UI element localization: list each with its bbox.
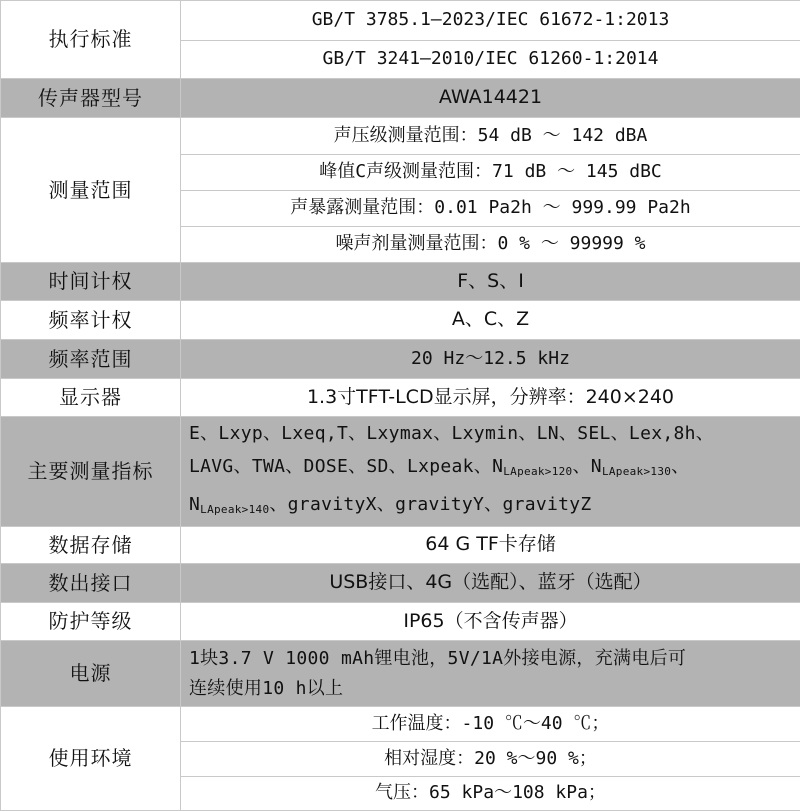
metric-sep-2: 、 bbox=[671, 456, 689, 477]
row-power bbox=[1, 641, 800, 707]
value-protection: IP65（不含传声器） bbox=[181, 603, 800, 641]
metric-n120-base: N bbox=[492, 456, 503, 477]
power-line-1: 1块3.7 V 1000 mAh锂电池，5V/1A外接电源，充满电后可 bbox=[189, 644, 800, 674]
label-protection: 防护等级 bbox=[1, 603, 181, 641]
row-storage bbox=[1, 527, 800, 564]
row-interface bbox=[1, 564, 800, 603]
value-environment-1: 工作温度：-10 ℃～40 ℃； bbox=[181, 707, 800, 742]
metric-n120-sub: LApeak>120 bbox=[503, 465, 572, 478]
metric-n140 bbox=[189, 494, 269, 515]
value-freq-weight: A、C、Z bbox=[181, 301, 800, 340]
metrics-line-3-text: 、gravityX、gravityY、gravityZ bbox=[269, 494, 591, 515]
metric-n130-sub: LApeak>130 bbox=[602, 465, 671, 478]
label-display: 显示器 bbox=[1, 379, 181, 417]
power-line-2: 连续使用10 h以上 bbox=[189, 674, 800, 704]
row-freq-weight bbox=[1, 301, 800, 340]
value-time-weight: F、S、I bbox=[181, 263, 800, 301]
value-standard-2: GB/T 3241—2010/IEC 61260-1:2014 bbox=[181, 41, 800, 79]
value-standard-1: GB/T 3785.1—2023/IEC 61672-1:2013 bbox=[181, 1, 800, 41]
label-freq-range: 频率范围 bbox=[1, 340, 181, 379]
metric-n130-base: N bbox=[591, 456, 602, 477]
row-display bbox=[1, 379, 800, 417]
row-metrics bbox=[1, 417, 800, 527]
value-freq-range: 20 Hz～12.5 kHz bbox=[181, 340, 800, 379]
row-mic-model bbox=[1, 79, 800, 118]
metrics-line-2 bbox=[189, 450, 800, 488]
value-range-1: 声压级测量范围：54 dB ～ 142 dBA bbox=[181, 118, 800, 155]
metric-n120 bbox=[492, 456, 572, 477]
label-time-weight: 时间计权 bbox=[1, 263, 181, 301]
value-range-3: 声暴露测量范围：0.01 Pa2h ～ 999.99 Pa2h bbox=[181, 191, 800, 227]
value-interface: USB接口、4G（选配）、蓝牙（选配） bbox=[181, 564, 800, 603]
value-environment-3: 气压：65 kPa～108 kPa； bbox=[181, 777, 800, 811]
label-range: 测量范围 bbox=[1, 118, 181, 263]
label-standard: 执行标准 bbox=[1, 1, 181, 79]
label-power: 电源 bbox=[1, 641, 181, 707]
label-interface: 数出接口 bbox=[1, 564, 181, 603]
value-range-2: 峰值C声级测量范围：71 dB ～ 145 dBC bbox=[181, 155, 800, 191]
label-storage: 数据存储 bbox=[1, 527, 181, 564]
value-metrics bbox=[181, 417, 800, 527]
metrics-line-2-text: LAVG、TWA、DOSE、SD、Lxpeak、 bbox=[189, 456, 492, 477]
label-mic-model: 传声器型号 bbox=[1, 79, 181, 118]
label-environment: 使用环境 bbox=[1, 707, 181, 811]
row-freq-range bbox=[1, 340, 800, 379]
value-environment-2: 相对湿度：20 %～90 %； bbox=[181, 742, 800, 777]
row-standard bbox=[1, 1, 800, 41]
value-power bbox=[181, 641, 800, 707]
metric-n140-sub: LApeak>140 bbox=[200, 503, 269, 516]
value-display: 1.3寸TFT-LCD显示屏，分辨率：240×240 bbox=[181, 379, 800, 417]
metric-n140-base: N bbox=[189, 494, 200, 515]
label-metrics: 主要测量指标 bbox=[1, 417, 181, 527]
row-range bbox=[1, 118, 800, 155]
row-time-weight bbox=[1, 263, 800, 301]
row-environment bbox=[1, 707, 800, 742]
metrics-line-3 bbox=[189, 488, 800, 526]
metric-sep-1: 、 bbox=[572, 456, 590, 477]
row-protection bbox=[1, 603, 800, 641]
value-storage: 64 G TF卡存储 bbox=[181, 527, 800, 564]
value-mic-model: AWA14421 bbox=[181, 79, 800, 118]
metrics-line-1: E、Lxyp、Lxeq,T、Lxymax、Lxymin、LN、SEL、Lex,8h、 bbox=[189, 417, 800, 450]
label-freq-weight: 频率计权 bbox=[1, 301, 181, 340]
metric-n130 bbox=[591, 456, 671, 477]
value-range-4: 噪声剂量测量范围：0 % ～ 99999 % bbox=[181, 227, 800, 263]
